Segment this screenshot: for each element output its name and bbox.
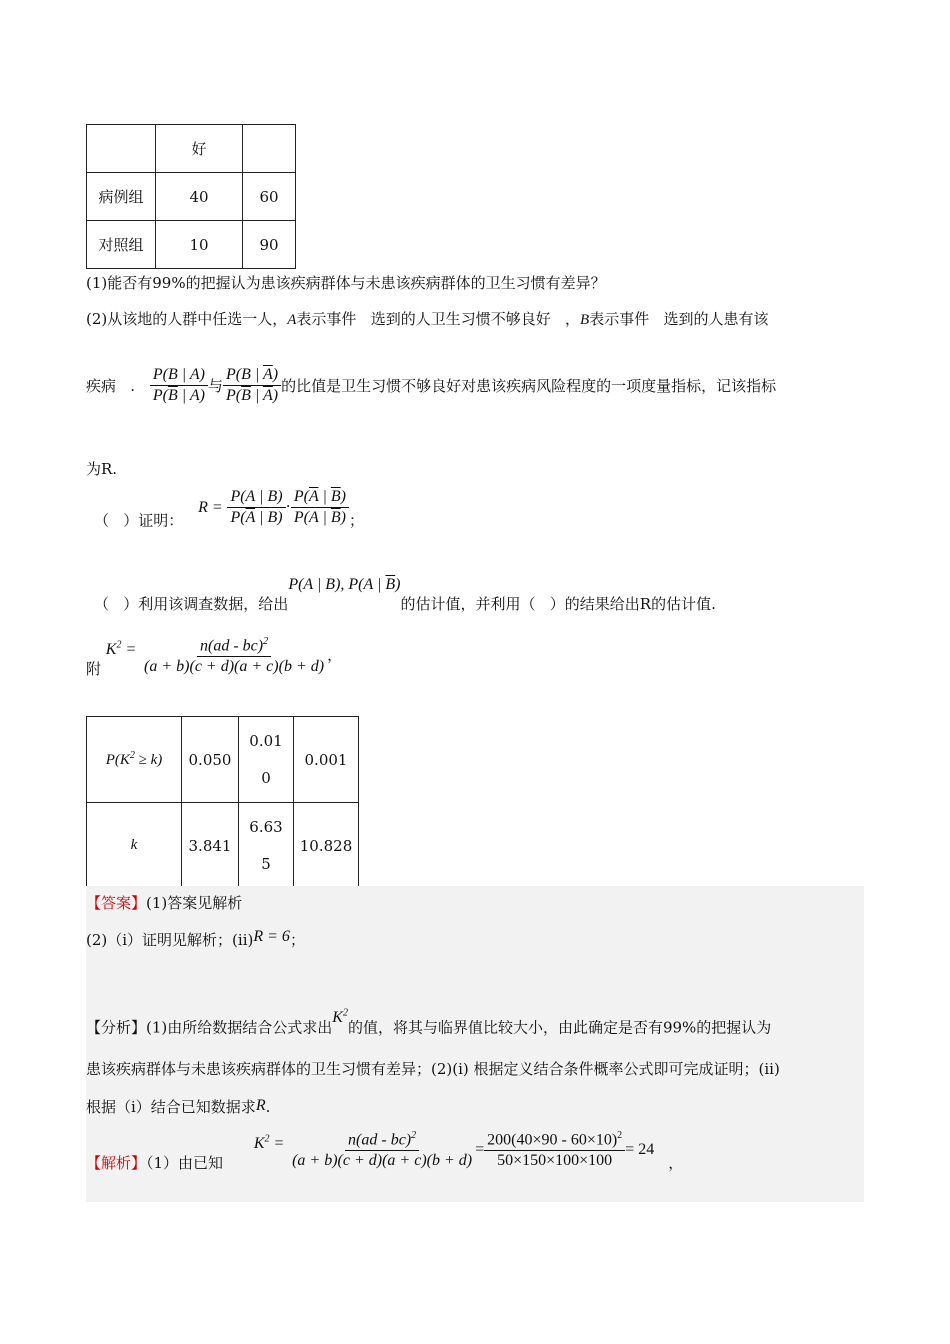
table-cell bbox=[87, 125, 156, 173]
table-cell bbox=[243, 125, 296, 173]
analysis-line2: 患该疾病群体与未患该疾病群体的卫生习惯有差异；(2)(i) 根据定义结合条件概率公式即可完成证明；(ii) bbox=[86, 1060, 780, 1078]
table-cell: 3.841 bbox=[182, 803, 239, 889]
data-table bbox=[86, 124, 296, 269]
table2-row1-label: $P(K^2 \ge k)$ bbox=[87, 717, 182, 803]
proof-fraction-2: $\frac{P(\overline{A} | \overline{B})}{P(A | \overline{B})}$ bbox=[291, 488, 349, 527]
table-cell: 60 bbox=[243, 173, 296, 221]
table-cell: 0.01 0 bbox=[239, 717, 294, 803]
conditional-probabilities: P(A | B), P(A | $\overline{B}$) bbox=[288, 576, 401, 593]
answer-line2: (2)（i）证明见解析；(ii)R = 6； bbox=[86, 928, 305, 949]
question-2-line1: (2)从该地的人群中任选一人，A表示事件 选到的人卫生习惯不够良好 ，B表示事件 选到的人患有该 bbox=[86, 310, 769, 328]
analysis-line1: 【分析】(1)由所给数据结合公式求出$K^2$的值，将其与临界值比较大小，由此确定是否有99%的把握认为 bbox=[86, 1008, 772, 1037]
table-cell: 10.828 bbox=[294, 803, 359, 889]
table-header-good: 好 bbox=[156, 125, 243, 173]
solution-fraction-1: $\frac{n(ad - bc)^2}{(a + b)(c + d)(a + c)(b + d)}$ bbox=[292, 1130, 473, 1170]
answer-line1: 【答案】(1)答案见解析 bbox=[86, 894, 243, 912]
analysis-line3: 根据（i）结合已知数据求R. bbox=[86, 1097, 271, 1116]
table-cell: 40 bbox=[156, 173, 243, 221]
row-label-control: 对照组 bbox=[87, 221, 156, 269]
part-i: （ ）证明： R = $\frac{P(A | B)}{P(\overline{A} | B)}$ · $\frac{P(\overline{A} | \overline{B})}{P(A | \overline{B})}$ ； bbox=[94, 488, 364, 530]
question-2-line3: 为R. bbox=[86, 460, 118, 478]
solution-line: 【解析】（1）由已知 $K^2$ = $\frac{n(ad - bc)^2}{(a + b)(c + d)(a + c)(b + d)}$ = $\frac{200(40\times 90 - 60\times 10)^2}{50\times 150\times 100\times 100}$ = 24， bbox=[86, 1130, 684, 1173]
table-cell: 0.001 bbox=[294, 717, 359, 803]
ratio-fraction-2: $\frac{P(B | \overline{A})}{P(\overline{B} | \overline{A})}$ bbox=[223, 366, 281, 405]
table-cell: 6.63 5 bbox=[239, 803, 294, 889]
proof-fraction-1: $\frac{P(A | B)}{P(\overline{A} | B)}$ bbox=[227, 488, 285, 527]
chi-square-formula: 附 $K^2$ = $\frac{n(ad - bc)^2}{(a + b)(c + d)(a + c)(b + d)}$ ， bbox=[86, 636, 343, 679]
solution-fraction-2: $\frac{200(40\times 90 - 60\times 10)^2}{50\times 150\times 100\times 100}$ bbox=[484, 1130, 625, 1170]
table-cell: 0.050 bbox=[182, 717, 239, 803]
part-ii: （ ）利用该调查数据，给出P(A | B), P(A | $\overline{B}$)的估计值，并利用（ ）的结果给出R的估计值. bbox=[94, 576, 716, 613]
ratio-fraction-1: $\frac{P(B | A)}{P(\overline{B} | A)}$ bbox=[150, 366, 208, 405]
question-1: (1)能否有99%的把握认为患该疾病群体与未患该疾病群体的卫生习惯有差异？ bbox=[86, 274, 606, 292]
table-cell: 90 bbox=[243, 221, 296, 269]
table-cell: 10 bbox=[156, 221, 243, 269]
question-2-line2: 疾病 . $\frac{P(B | A)}{P(\overline{B} | A)}$ 与 $\frac{P(B | \overline{A})}{P(\overline{B} | \overline{A})}$ 的比值是卫生习惯不够良好对患该疾病风险程度的一项度量指标，记该指标 bbox=[86, 366, 777, 404]
critical-value-table bbox=[86, 716, 359, 889]
row-label-case: 病例组 bbox=[87, 173, 156, 221]
table2-row2-label: k bbox=[87, 803, 182, 889]
